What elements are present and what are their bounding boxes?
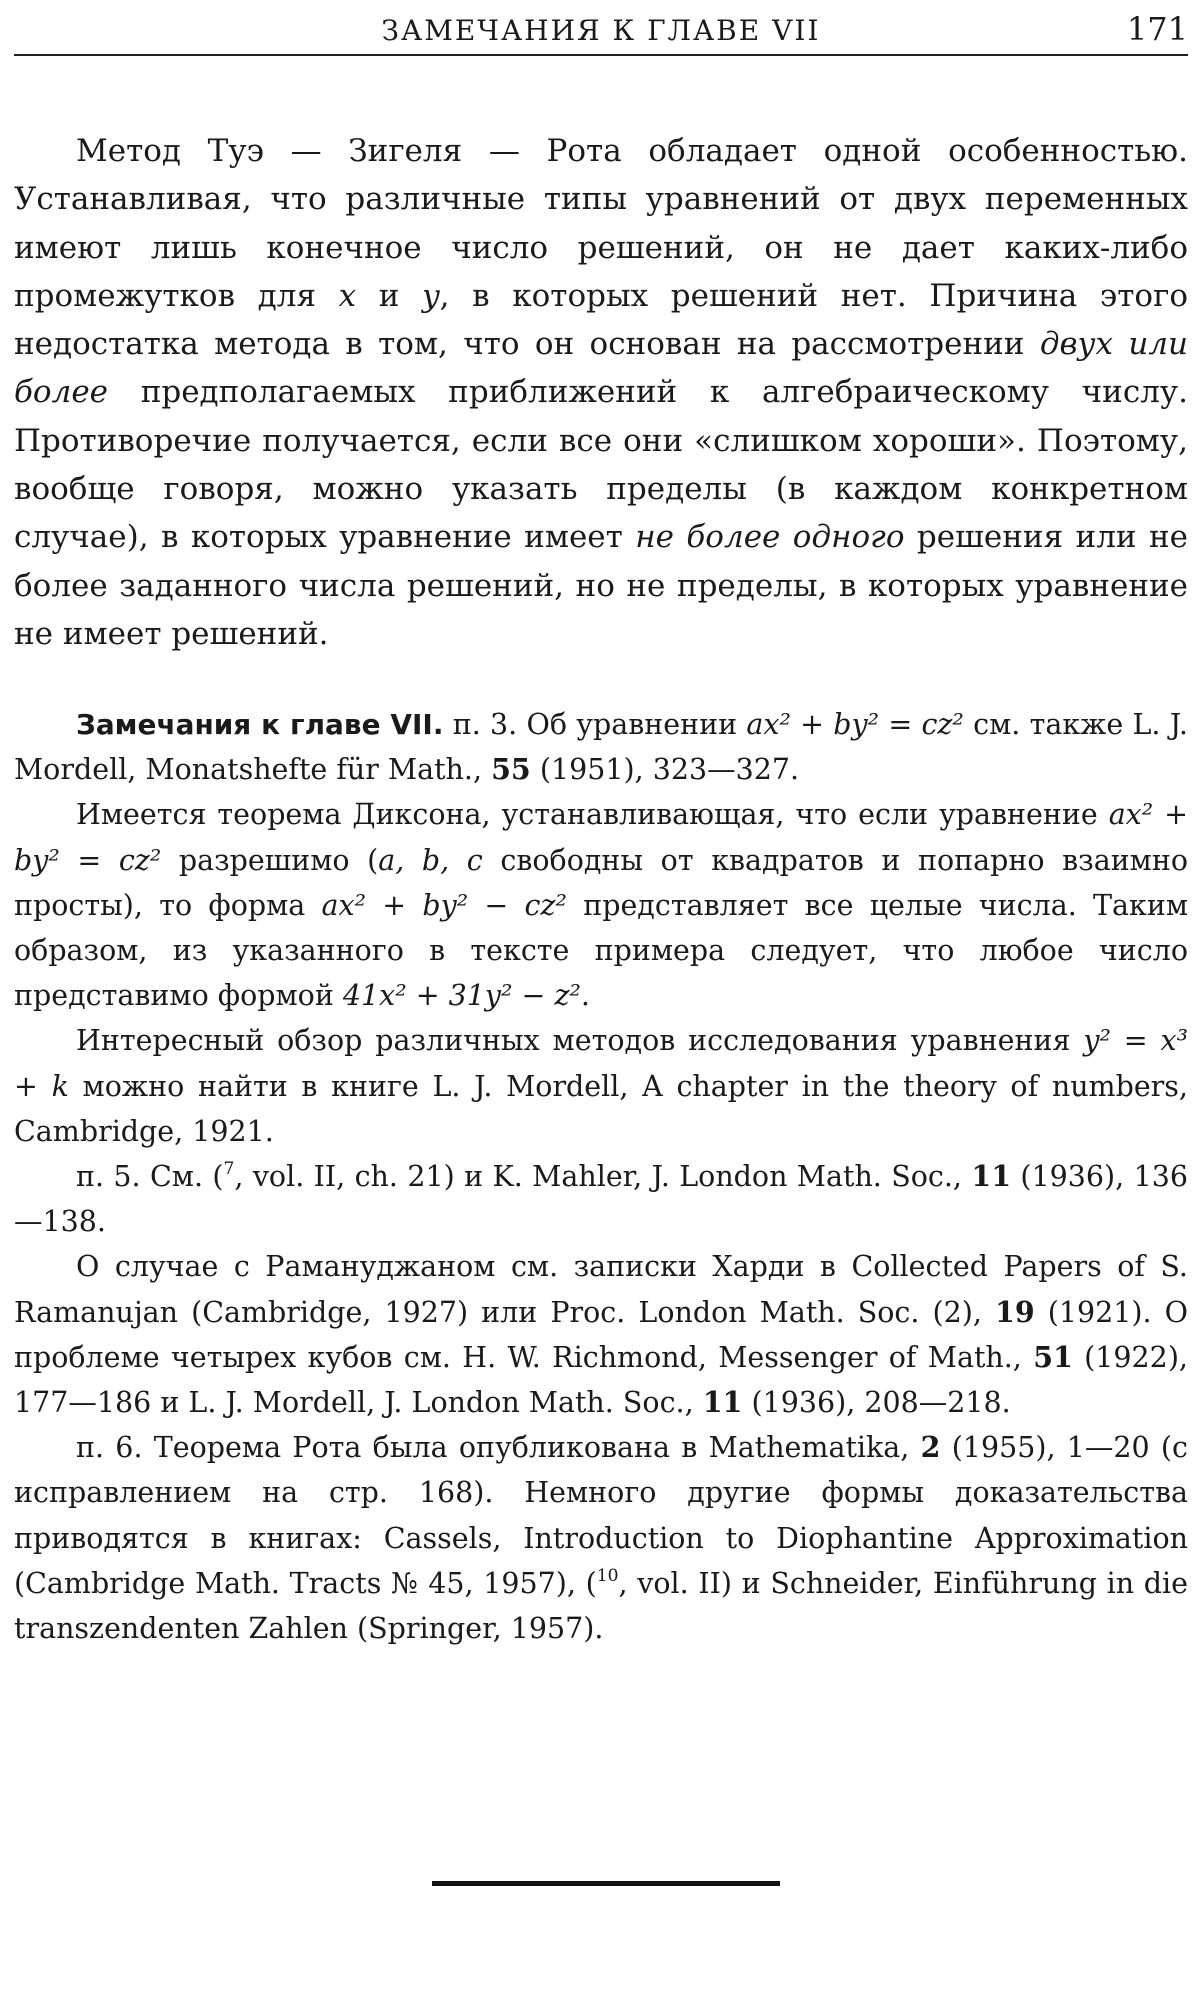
- volume-number: 51: [1033, 1339, 1073, 1374]
- note-mordell-survey: Интересный обзор различных методов исследования уравнения y² = x³ + k можно найти в книге L. J. Mordell, A chapter in the theory of numbers, Cambridge, 1921.: [14, 1024, 1188, 1148]
- volume-number: 55: [491, 752, 531, 787]
- formula: ax² + by² = cz²: [14, 798, 1188, 877]
- running-header: [14, 6, 1188, 56]
- reference-number: 7: [223, 1159, 235, 1180]
- emphasis-two-or-more: двух или более: [14, 326, 1188, 411]
- note-ramanujan: О случае с Рамануджаном см. записки Харди в Collected Papers of S. Ramanujan (Cambridge, 1927) или Proc. London Math. Soc. (2), 19 (1921). О проблеме четырех кубов см. H. W. Richmond, Messenger of Math., 51 (1922), 177—186 и L. J. Mordell, J. London Math. Soc., 11 (1936), 208—218.: [14, 1250, 1189, 1420]
- emphasis-at-most-one: не более одного: [635, 519, 905, 556]
- page-number: 171: [1126, 10, 1188, 48]
- note-section-5: п. 5. См. ($^7$, vol. II, ch. 21) и K. Mahler, J. London Math. Soc., 11 (1936), 136—138.: [14, 1159, 1188, 1239]
- note-section-3: Замечания к главе VII. п. 3. Об уравнении ax² + by² = cz² см. также L. J. Mordell, Monatshefte für Math., 55 (1951), 323—327.: [14, 708, 1188, 787]
- volume-number: 11: [702, 1385, 743, 1420]
- main-text: [14, 127, 1188, 658]
- variable-y: y: [422, 277, 440, 314]
- variable-x: x: [338, 277, 357, 314]
- reference-number: 10: [596, 1565, 619, 1586]
- variables-abc: a, b, c: [378, 843, 483, 877]
- note-section-6: п. 6. Теорема Рота была опубликована в Mathematika, 2 (1955), 1—20 (с исправлением на стр. 168). Немного другие формы доказательства приводятся в книгах: Cassels, Introduction to Diophantine Approximation (Cambridge Math. Tracts № 45, 1957), ($^{10}$, vol. II) и Schneider, Einführung in die transzendenten Zahlen (Springer, 1957).: [14, 1430, 1189, 1646]
- formula: ax² + by² = cz²: [746, 708, 964, 741]
- formula: 41x² + 31y² − z²: [342, 979, 581, 1013]
- formula: ax² + by² − cz²: [321, 888, 567, 922]
- end-of-chapter-rule: [432, 1881, 780, 1886]
- volume-number: 19: [995, 1294, 1035, 1329]
- chapter-notes: [14, 702, 1188, 1651]
- note-dickson-theorem: Имеется теорема Диксона, устанавливающая, что если уравнение ax² + by² = cz² разрешимо (a, b, c свободны от квадратов и попарно взаимно просты), то форма ax² + by² − cz² представляет все целые числа. Таким образом, из указанного в тексте примера следует, что любое число представимо формой 41x² + 31y² − z².: [14, 798, 1189, 1013]
- lead-paragraph: Метод Туэ — Зигеля — Рота обладает одной особенностью. Устанавливая, что различные типы уравнений от двух переменных имеют лишь конечное число решений, он не дает каких-либо промежутков для x и y, в которых решений нет. Причина этого недостатка метода в том, что он основан на рассмотрении двух или более предполагаемых приближений к алгебраическому числу. Противоречие получается, если все они «слишком хороши». Поэтому, вообще говоря, можно указать пределы (в каждом конкретном случае), в которых уравнение имеет не более одного решения или не более заданного числа решений, но не пределы, в которых уравнение не имеет решений.: [14, 133, 1188, 652]
- volume-number: 11: [971, 1159, 1012, 1194]
- formula: y² = x³ + k: [14, 1024, 1188, 1103]
- volume-number: 2: [920, 1430, 941, 1465]
- notes-heading: Замечания к главе VII.: [76, 708, 444, 741]
- running-title: ЗАМЕЧАНИЯ К ГЛАВЕ VII: [381, 14, 821, 47]
